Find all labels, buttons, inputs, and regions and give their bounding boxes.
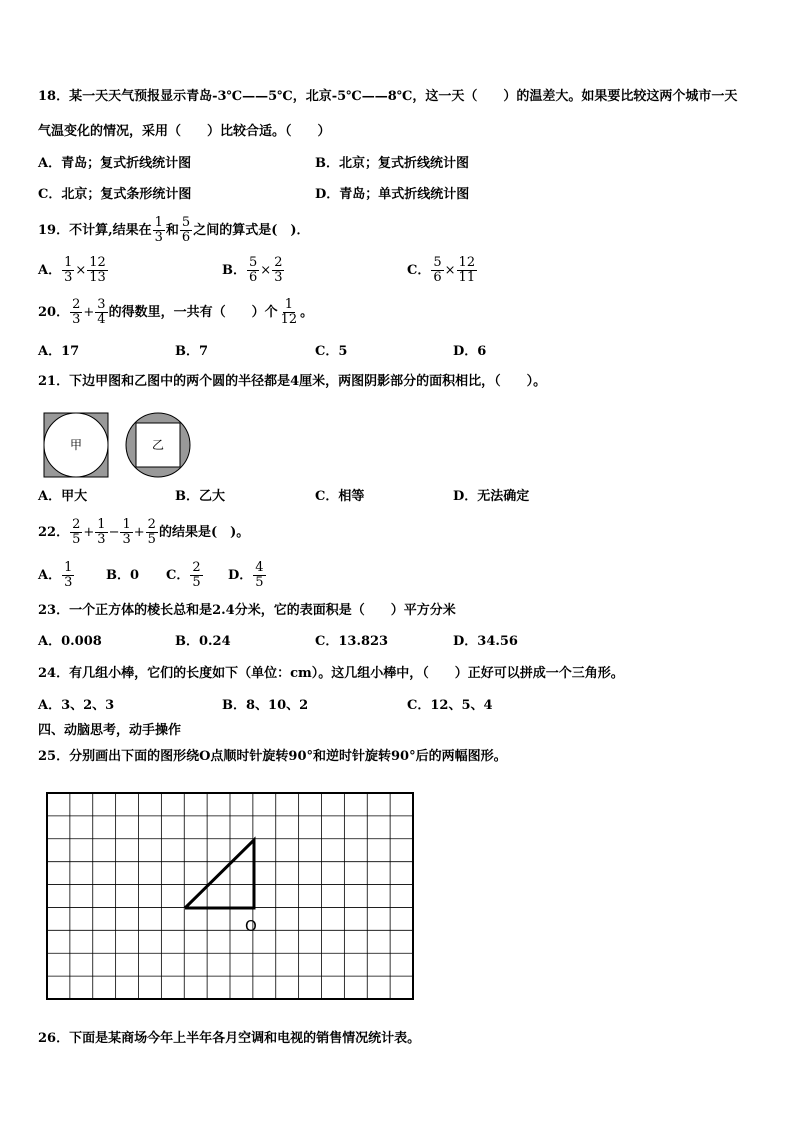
q20-option-a[interactable]: A．17	[38, 344, 80, 359]
triangle-shape	[185, 840, 254, 908]
q26-question: 26．下面是某商场今年上半年各月空调和电视的销售情况统计表。	[38, 1031, 421, 1046]
q20-question: 20． $\frac{2}{3}$ + $\frac{3}{4}$ 的得数里，一共有（ ）个 $\frac{1}{12}$ 。	[38, 297, 314, 327]
q23-option-b[interactable]: B．0.24	[175, 634, 231, 649]
q21-option-b[interactable]: B．乙大	[175, 489, 225, 504]
q21-option-d[interactable]: D．无法确定	[453, 489, 530, 504]
q18-option-c[interactable]: C．北京；复式条形统计图	[38, 187, 192, 202]
q22-option-d[interactable]: D． $\frac{4}{5}$	[228, 560, 264, 590]
q21-option-a[interactable]: A．甲大	[38, 489, 88, 504]
q19-mid: 和	[165, 223, 179, 238]
q19-option-a[interactable]: A． $\frac{1}{3}$ × $\frac{12}{13}$	[38, 255, 106, 285]
figure-jia	[44, 413, 108, 477]
q19-suffix: 之间的算式是( )．	[193, 223, 310, 238]
q18-line2: 气温变化的情况，采用（ ）比较合适。（ ）	[38, 124, 331, 139]
figure-yi-label: 乙	[151, 438, 165, 452]
q20-option-b[interactable]: B．7	[175, 344, 209, 359]
q18-line1: 18．某一天天气预报显示青岛-3℃——5℃，北京-5℃——8℃，这一天（ ）的温差大。如果要比较这两个城市一天	[38, 89, 738, 104]
q19-option-c[interactable]: C． $\frac{5}{6}$ × $\frac{12}{11}$	[407, 255, 476, 285]
rotation-grid	[44, 790, 416, 1002]
q18-option-b[interactable]: B．北京；复式折线统计图	[315, 156, 469, 171]
q24-option-c[interactable]: C．12、5、4	[407, 698, 493, 713]
q19-question	[38, 216, 310, 245]
q18-option-d[interactable]: D．青岛；单式折线统计图	[315, 187, 470, 202]
q22-question: 22． $\frac{2}{5}$ + $\frac{1}{3}$ − $\frac{1}{3}$ + $\frac{2}{5}$ 的结果是( )。	[38, 517, 250, 547]
q24-option-b[interactable]: B．8、10、2	[222, 698, 309, 713]
q18-option-a[interactable]: A．青岛；复式折线统计图	[38, 156, 192, 171]
fraction: $\frac{5}{6}$	[181, 215, 191, 245]
fraction: $\frac{1}{3}$	[154, 215, 163, 245]
q24-option-a[interactable]: A．3、2、3	[38, 698, 115, 713]
q21-figures	[40, 410, 200, 480]
q22-option-b[interactable]: B．0	[106, 568, 140, 583]
q21-question: 21．下边甲图和乙图中的两个圆的半径都是4厘米，两图阴影部分的面积相比，（ ）。	[38, 374, 547, 389]
q24-question: 24．有几组小棒，它们的长度如下（单位：cm）。这几组小棒中，（ ）正好可以拼成一个三角形。	[38, 666, 624, 681]
q25-question: 25．分别画出下面的图形绕O点顺时针旋转90°和逆时针旋转90°后的两幅图形。	[38, 749, 507, 764]
q22-option-a[interactable]: A． $\frac{1}{3}$	[38, 560, 73, 590]
figure-yi	[126, 413, 190, 477]
q19-prefix: 19．不计算,结果在	[38, 223, 152, 238]
q21-option-c[interactable]: C．相等	[315, 489, 365, 504]
figure-jia-label: 甲	[69, 438, 83, 452]
q23-option-a[interactable]: A．0.008	[38, 634, 102, 649]
point-o-label: O	[245, 917, 257, 935]
q23-option-d[interactable]: D．34.56	[453, 634, 518, 649]
q22-option-c[interactable]: C． $\frac{2}{5}$	[166, 560, 201, 590]
q20-option-d[interactable]: D．6	[453, 344, 487, 359]
q20-option-c[interactable]: C．5	[315, 344, 348, 359]
q19-option-b[interactable]: B． $\frac{5}{6}$ × $\frac{2}{3}$	[222, 255, 283, 285]
q23-question: 23．一个正方体的棱长总和是2.4分米，它的表面积是（ ）平方分米	[38, 603, 456, 618]
section-heading: 四、动脑思考，动手操作	[38, 723, 182, 738]
grid-lines	[47, 793, 413, 999]
q23-option-c[interactable]: C．13.823	[315, 634, 389, 649]
